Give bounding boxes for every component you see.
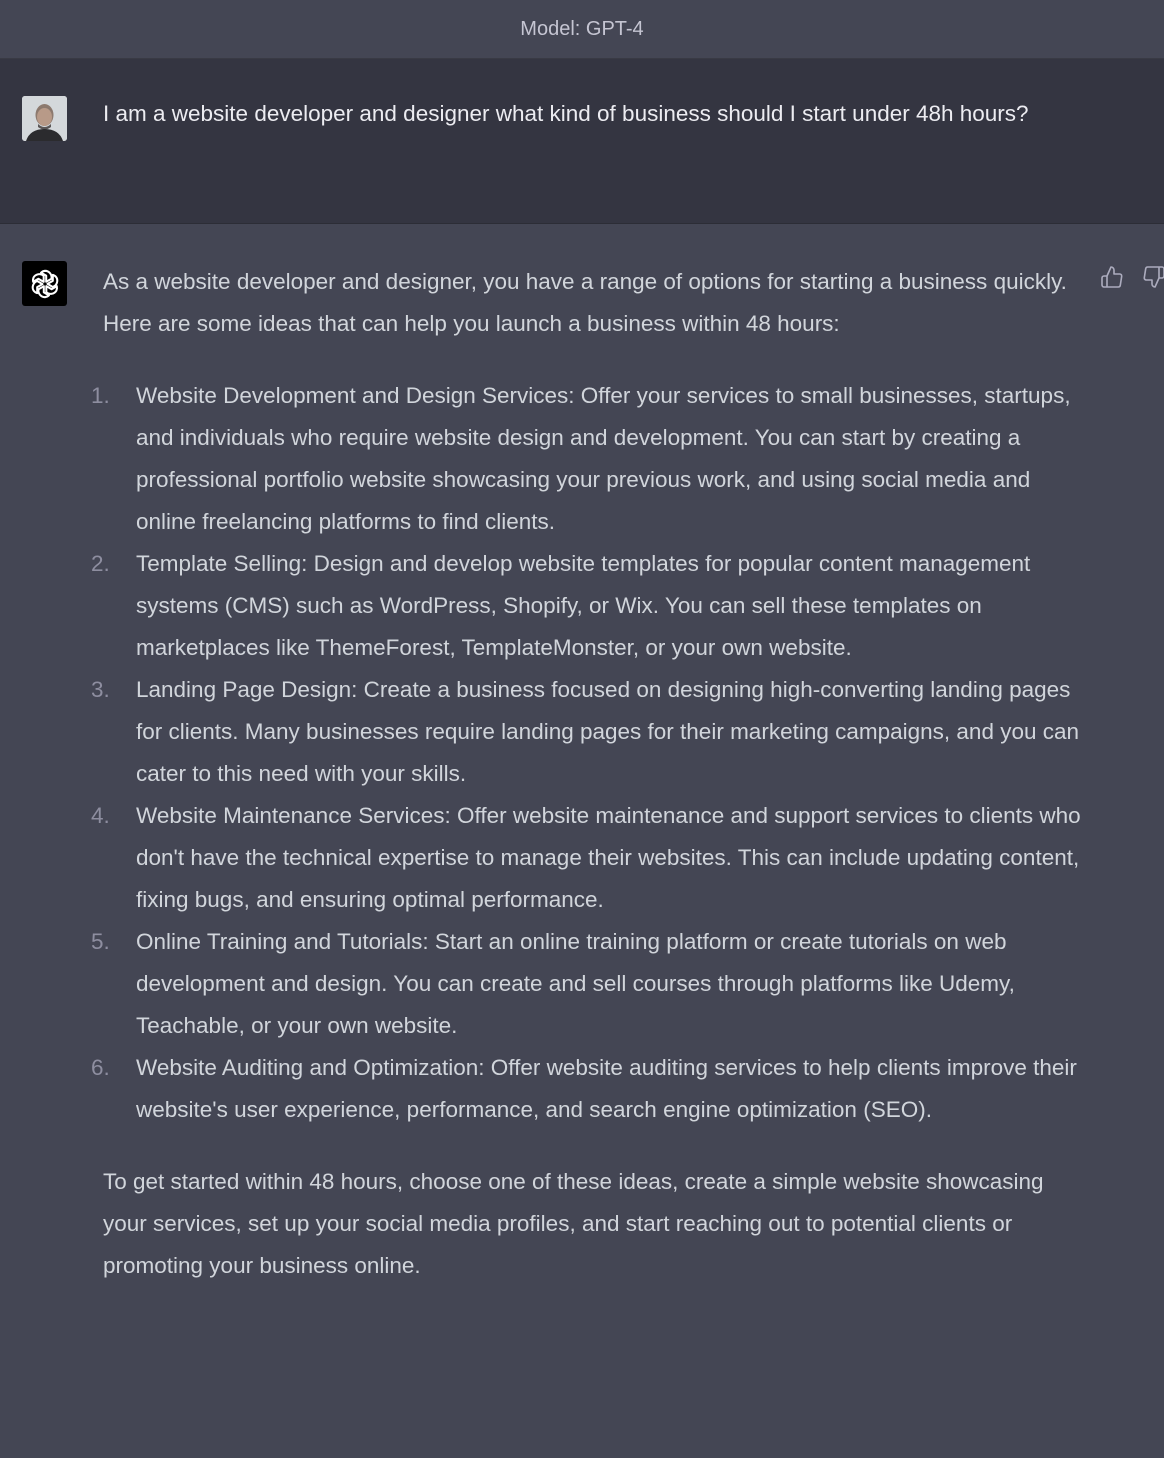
assistant-intro: As a website developer and designer, you have a range of options for starting a business quickly. Here are some ideas that can help you launch a business within 48 hours: xyxy=(103,269,1067,336)
list-item xyxy=(91,1047,1088,1131)
list-number: 3. xyxy=(91,677,110,702)
list-item-text: Website Auditing and Optimization: Offer website auditing services to help clients improve their website's user experience, performance, and search engine optimization (SEO). xyxy=(136,1055,1077,1122)
list-item-text: Template Selling: Design and develop website templates for popular content management systems (CMS) such as WordPress, Shopify, or Wix. You can sell these templates on marketplaces like ThemeForest, TemplateMonster, or your own website. xyxy=(136,551,1031,660)
model-label: Model: GPT-4 xyxy=(520,17,644,40)
list-item xyxy=(91,375,1088,543)
assistant-message xyxy=(0,224,1164,1458)
openai-logo-icon xyxy=(28,267,62,301)
thumbs-down-button[interactable] xyxy=(1142,265,1164,289)
feedback-buttons xyxy=(1100,265,1164,289)
list-item-text: Website Maintenance Services: Offer website maintenance and support services to clients who don't have the technical expertise to manage their websites. This can include updating content, fixing bugs, and ensuring optimal performance. xyxy=(136,803,1081,912)
list-number: 2. xyxy=(91,551,110,576)
assistant-message-body xyxy=(91,261,1088,1287)
thumbs-up-icon xyxy=(1100,265,1124,289)
list-item-text: Online Training and Tutorials: Start an online training platform or create tutorials on web development and design. You can create and sell courses through platforms like Udemy, Teachable, or your own website. xyxy=(136,929,1015,1038)
thumbs-up-button[interactable] xyxy=(1100,265,1124,289)
list-item-text: Landing Page Design: Create a business focused on designing high-converting landing pages for clients. Many businesses require landing pages for their marketing campaigns, and you can cater to this need with your skills. xyxy=(136,677,1080,786)
assistant-avatar xyxy=(22,261,67,306)
list-item xyxy=(91,543,1088,669)
user-message xyxy=(0,59,1164,224)
list-item xyxy=(91,795,1088,921)
model-header xyxy=(0,0,1164,59)
list-number: 1. xyxy=(91,383,110,408)
user-avatar-photo-icon xyxy=(22,96,67,141)
user-avatar xyxy=(22,96,67,141)
ideas-list xyxy=(91,375,1088,1131)
list-number: 6. xyxy=(91,1055,110,1080)
list-item xyxy=(91,921,1088,1047)
list-number: 5. xyxy=(91,929,110,954)
list-item-text: Website Development and Design Services: Offer your services to small businesses, startups, and individuals who require website design and development. You can start by creating a professional portfolio website showcasing your previous work, and using social media and online freelancing platforms to find clients. xyxy=(136,383,1071,534)
user-message-text: I am a website developer and designer what kind of business should I start under 48h hours? xyxy=(103,101,1029,126)
assistant-outro: To get started within 48 hours, choose one of these ideas, create a simple website showcasing your services, set up your social media profiles, and start reaching out to potential clients or promoting your business online. xyxy=(103,1169,1044,1278)
list-item xyxy=(91,669,1088,795)
thumbs-down-icon xyxy=(1142,265,1164,289)
list-number: 4. xyxy=(91,803,110,828)
